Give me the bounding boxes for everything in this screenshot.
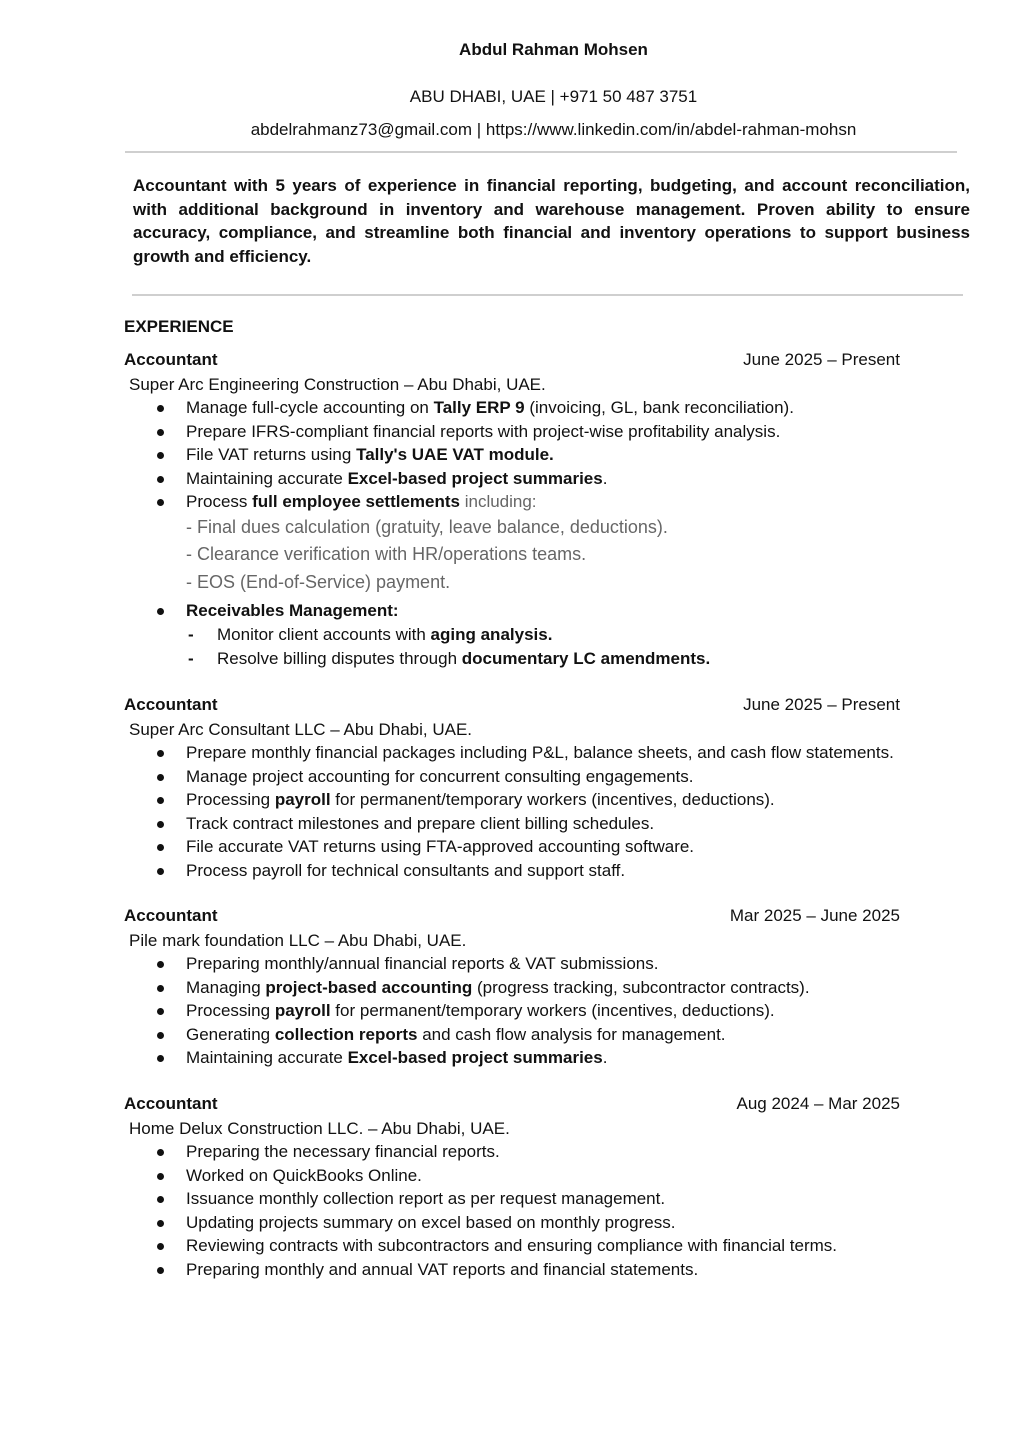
- job-bullets: [124, 952, 984, 1070]
- bullet-icon: [157, 985, 164, 992]
- bullet-icon: [157, 868, 164, 875]
- text-segment: Preparing monthly/annual financial reports & VAT submissions.: [186, 954, 659, 973]
- email-linkedin: abdelrahmanz73@gmail.com | https://www.linkedin.com/in/abdel-rahman-mohsn: [250, 120, 857, 139]
- text-segment: project-based accounting: [265, 977, 473, 997]
- text-segment: for permanent/temporary workers (incentives, deductions).: [330, 790, 775, 809]
- receivables-heading: Receivables Management:: [186, 601, 399, 620]
- list-item: [124, 1211, 984, 1235]
- text-segment: Prepare monthly financial packages including P&L, balance sheets, and cash flow statements.: [186, 743, 894, 762]
- bullet-icon: [157, 1149, 164, 1156]
- sub-list-item: [124, 623, 984, 647]
- text-segment: File accurate VAT returns using FTA-approved accounting software.: [186, 837, 695, 856]
- text-segment: (progress tracking, subcontractor contracts).: [472, 977, 810, 997]
- bullet-icon: [157, 1173, 164, 1180]
- job-dates: June 2025 – Present: [743, 350, 900, 369]
- list-item: [124, 741, 984, 765]
- list-item: [124, 976, 984, 1000]
- list-item: [124, 859, 984, 883]
- list-item: [124, 999, 984, 1023]
- text-segment: Resolve billing disputes through: [217, 648, 462, 668]
- settlement-subitems: [124, 514, 984, 597]
- job-title: Accountant: [124, 695, 218, 714]
- list-item: [124, 765, 984, 789]
- text-segment: Tally's UAE VAT module.: [356, 445, 554, 464]
- dash-icon: -: [188, 648, 194, 668]
- text-segment: Issuance monthly collection report as per request management.: [186, 1189, 666, 1208]
- list-item: [124, 443, 984, 467]
- text-segment: Preparing monthly and annual VAT reports and financial statements.: [186, 1259, 699, 1279]
- job-bullets: [124, 396, 984, 514]
- summary-divider: [132, 294, 963, 296]
- job-entry-4: [124, 1094, 984, 1281]
- text-segment: Manage full-cycle accounting on: [186, 398, 434, 417]
- bullet-icon: [157, 750, 164, 757]
- text-segment: (invoicing, GL, bank reconciliation).: [524, 398, 794, 417]
- text-segment: Prepare IFRS-compliant financial reports with project-wise profitability analysis.: [186, 421, 781, 441]
- list-item: [124, 1140, 984, 1164]
- list-item: [124, 490, 984, 514]
- job-title: Accountant: [124, 906, 218, 925]
- company-location: Super Arc Engineering Construction – Abu Dhabi, UAE.: [129, 375, 546, 394]
- bullet-icon: [157, 608, 164, 615]
- text-segment: Excel-based project summaries: [347, 1048, 603, 1067]
- text-segment: and cash flow analysis for management.: [417, 1024, 726, 1044]
- bullet-icon: [157, 797, 164, 804]
- bullet-icon: [157, 499, 164, 506]
- location-phone: ABU DHABI, UAE | +971 50 487 3751: [409, 87, 698, 106]
- text-segment: Processing: [186, 790, 275, 809]
- sub-list-item: - Final dues calculation (gratuity, leave balance, deductions).: [186, 516, 668, 537]
- dash-icon: -: [188, 624, 194, 644]
- job-entry-1: [124, 350, 984, 671]
- bullet-icon: [157, 821, 164, 828]
- list-item: [124, 1187, 984, 1211]
- sub-list-item: [124, 647, 984, 671]
- text-segment: Updating projects summary on excel based on monthly progress.: [186, 1212, 676, 1232]
- list-item: [124, 1164, 984, 1188]
- job-dates: Aug 2024 – Mar 2025: [736, 1094, 900, 1113]
- company-location: Super Arc Consultant LLC – Abu Dhabi, UAE.: [129, 720, 473, 739]
- bullet-icon: [157, 1220, 164, 1227]
- bullet-icon: [157, 1055, 164, 1062]
- bullet-icon: [157, 429, 164, 436]
- job-title: Accountant: [124, 1094, 218, 1113]
- list-item: [124, 599, 984, 623]
- bullet-icon: [157, 774, 164, 781]
- bullet-icon: [157, 961, 164, 968]
- company-location: Home Delux Construction LLC. – Abu Dhabi, UAE.: [129, 1119, 510, 1138]
- list-item: [124, 467, 984, 491]
- text-segment: payroll: [274, 790, 331, 809]
- text-segment: documentary LC amendments.: [461, 648, 711, 668]
- text-segment: including:: [459, 492, 537, 511]
- bullet-icon: [157, 476, 164, 483]
- text-segment: for permanent/temporary workers (incentives, deductions).: [330, 1001, 775, 1020]
- list-item: [124, 396, 984, 420]
- text-segment: Worked on QuickBooks Online.: [186, 1165, 422, 1185]
- list-item: [124, 835, 984, 859]
- receivables-bullet: [124, 599, 984, 623]
- text-segment: collection reports: [274, 1024, 418, 1044]
- list-item: [124, 1046, 984, 1070]
- job-title: Accountant: [124, 350, 218, 369]
- experience-heading: EXPERIENCE: [124, 317, 234, 336]
- text-segment: Generating: [186, 1024, 275, 1044]
- text-segment: Manage project accounting for concurrent consulting engagements.: [186, 766, 694, 786]
- text-segment: Reviewing contracts with subcontractors and ensuring compliance with financial terms.: [186, 1236, 838, 1255]
- job-entry-2: [124, 695, 984, 882]
- bullet-icon: [157, 452, 164, 459]
- text-segment: Maintaining accurate: [186, 468, 348, 488]
- bullet-icon: [157, 405, 164, 412]
- text-segment: Processing: [186, 1001, 275, 1020]
- bullet-icon: [157, 1267, 164, 1274]
- text-segment: .: [602, 1048, 608, 1067]
- candidate-name: Abdul Rahman Mohsen: [459, 40, 648, 59]
- list-item: [124, 788, 984, 812]
- text-segment: .: [602, 468, 608, 488]
- company-location: Pile mark foundation LLC – Abu Dhabi, UAE.: [129, 931, 467, 950]
- list-item: [124, 1023, 984, 1047]
- job-bullets: [124, 741, 984, 882]
- text-segment: Process payroll for technical consultants and support staff.: [186, 860, 626, 880]
- text-segment: Excel-based project summaries: [347, 468, 603, 488]
- list-item: [124, 812, 984, 836]
- text-segment: Monitor client accounts with: [217, 624, 431, 644]
- job-dates: Mar 2025 – June 2025: [729, 906, 900, 925]
- job-bullets: [124, 1140, 984, 1281]
- header-divider: [125, 151, 957, 153]
- bullet-icon: [157, 844, 164, 851]
- text-segment: full employee settlements: [252, 492, 460, 511]
- list-item: [124, 1234, 984, 1258]
- sub-list-item: - EOS (End-of-Service) payment.: [186, 571, 451, 592]
- job-dates: June 2025 – Present: [743, 695, 900, 714]
- bullet-icon: [157, 1032, 164, 1039]
- text-segment: aging analysis.: [430, 624, 553, 644]
- bullet-icon: [157, 1008, 164, 1015]
- receivables-subitems: [124, 623, 984, 671]
- list-item: [124, 1258, 984, 1282]
- list-item: [124, 952, 984, 976]
- sub-list-item: - Clearance verification with HR/operations teams.: [186, 544, 587, 564]
- list-item: [124, 420, 984, 444]
- text-segment: payroll: [274, 1001, 331, 1020]
- text-segment: Maintaining accurate: [186, 1048, 348, 1067]
- professional-summary: Accountant with 5 years of experience in financial reporting, budgeting, and account reconciliation, with additional background in inventory and warehouse management. Proven ability to ensure accuracy, compliance, and streamline both financial and inventory operations to support business growth and efficiency.: [133, 176, 970, 266]
- bullet-icon: [157, 1243, 164, 1250]
- text-segment: Track contract milestones and prepare client billing schedules.: [186, 813, 655, 833]
- job-entry-3: [124, 906, 984, 1070]
- text-segment: Preparing the necessary financial reports.: [186, 1142, 500, 1161]
- text-segment: Tally ERP 9: [433, 398, 525, 417]
- bullet-icon: [157, 1196, 164, 1203]
- text-segment: File VAT returns using: [186, 445, 357, 464]
- text-segment: Managing: [186, 977, 266, 997]
- text-segment: Process: [186, 492, 253, 511]
